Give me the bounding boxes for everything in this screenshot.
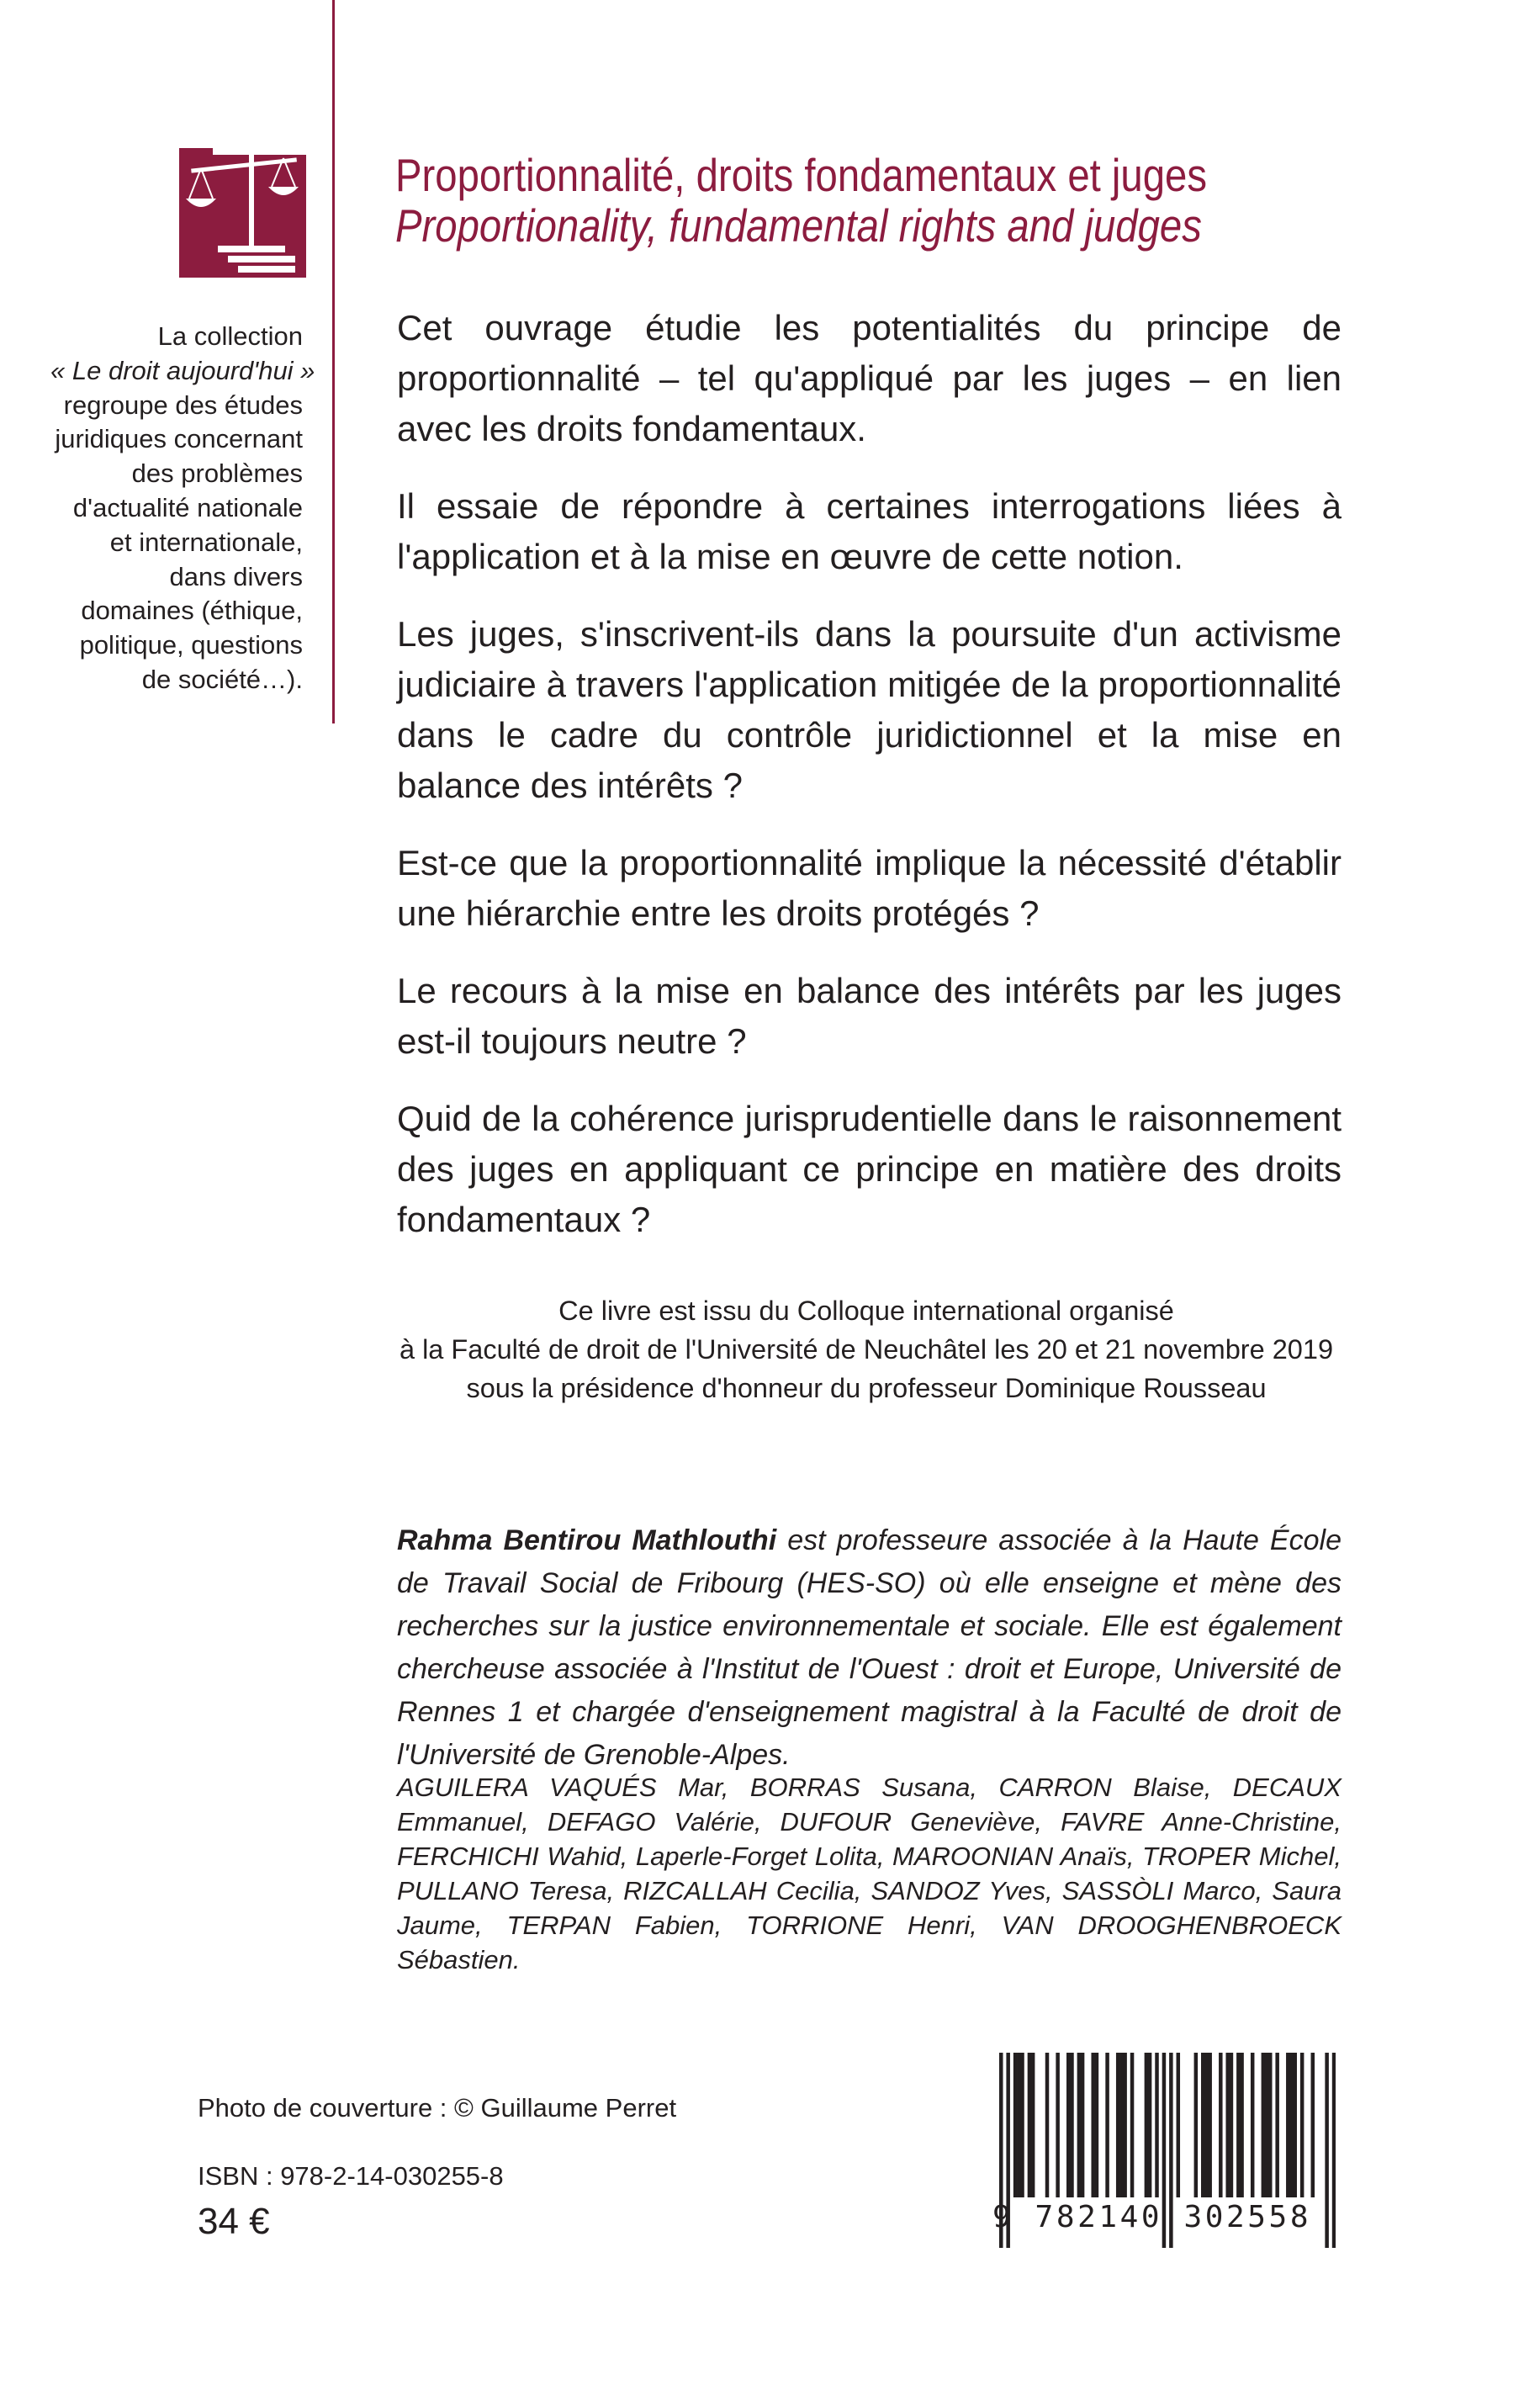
barcode-bar: [1268, 2053, 1273, 2197]
summary-paragraph: Cet ouvrage étudie les potentialités du principe de proportionnalité – tel qu'appliqué par les juges – en lien avec les droits fondamentaux.: [397, 308, 1342, 448]
barcode-bar: [1148, 2053, 1152, 2197]
barcode-bar: [1155, 2053, 1159, 2197]
collection-description: [50, 320, 315, 697]
barcode-bar: [1236, 2053, 1241, 2197]
barcode-bar: [1105, 2053, 1109, 2197]
barcode-bar: [1201, 2053, 1205, 2197]
summary-paragraph: Les juges, s'inscrivent-ils dans la poursuite d'un activisme judiciaire à travers l'application mitigée de la proportionnalité dans le cadre du contrôle juridictionnel et la mise en balance des intérêts ?: [397, 614, 1342, 805]
barcode-bar: [1311, 2053, 1315, 2197]
sidebar-line: de société…).: [141, 664, 303, 694]
barcode-bar: [1123, 2053, 1127, 2197]
barcode-bar: [1056, 2053, 1060, 2197]
author-biography: [397, 1519, 1342, 1777]
barcode-bar: [1119, 2053, 1124, 2197]
barcode-bar: [1177, 2053, 1181, 2197]
barcode-bar: [1293, 2053, 1297, 2197]
summary-paragraph: Il essaie de répondre à certaines interrogations liées à l'application et à la mise en œuvre de cette notion.: [397, 486, 1342, 576]
barcode-bar: [1081, 2053, 1085, 2197]
summary-paragraph: Est-ce que la proportionnalité implique la nécessité d'établir une hiérarchie entre les droits protégés ?: [397, 843, 1342, 933]
sidebar-line: des problèmes: [131, 458, 303, 489]
barcode-bar: [1204, 2053, 1209, 2197]
book-title-english: Proportionality, fundamental rights and judges: [395, 199, 1202, 252]
sidebar-line: regroupe des études: [63, 390, 303, 420]
photo-credit: Photo de couverture : © Guillaume Perret: [198, 2093, 677, 2123]
barcode-bar: [1289, 2053, 1294, 2197]
barcode-bar: [1275, 2053, 1279, 2197]
scales-of-justice-icon: [179, 148, 306, 278]
barcode-bar: [1194, 2053, 1199, 2197]
barcode-bar: [1028, 2053, 1032, 2197]
colloquium-line: à la Faculté de droit de l'Université de Neuchâtel les 20 et 21 novembre 2019: [399, 1334, 1334, 1365]
barcode-bar: [1262, 2053, 1266, 2197]
barcode-bar: [1031, 2053, 1035, 2197]
sidebar-line: d'actualité nationale: [72, 492, 303, 522]
barcode-bar: [1095, 2053, 1099, 2197]
series-name: [50, 354, 315, 389]
sidebar-line: politique, questions: [79, 630, 303, 660]
barcode-bar: [1017, 2053, 1021, 2197]
barcode-bar: [1020, 2053, 1024, 2197]
summary-paragraph: Le recours à la mise en balance des intérêts par les juges est-il toujours neutre ?: [397, 971, 1342, 1061]
barcode-bar: [1145, 2053, 1149, 2197]
colloquium-note: [370, 1291, 1363, 1407]
sidebar-line: juridiques concernant: [55, 424, 303, 454]
barcode-bar: [1286, 2053, 1290, 2197]
series-name-text: « Le droit aujourd'hui »: [50, 355, 315, 385]
colloquium-line: Ce livre est issu du Colloque international organisé: [558, 1296, 1174, 1326]
barcode-bar: [1077, 2053, 1082, 2197]
barcode-bar: [1265, 2053, 1269, 2197]
barcode-bar: [1091, 2053, 1095, 2197]
barcode-bar: [1300, 2053, 1305, 2197]
author-name: Rahma Bentirou Mathlouthi: [397, 1524, 777, 1556]
summary-paragraph: Quid de la cohérence jurisprudentielle dans le raisonnement des juges en appliquant ce principe en matière des droits fondamentaux ?: [397, 1099, 1342, 1239]
barcode-bar: [1225, 2053, 1230, 2197]
book-title-french: Proportionnalité, droits fondamentaux et juges: [395, 149, 1207, 201]
barcode-bar: [1208, 2053, 1212, 2197]
colloquium-line: sous la présidence d'honneur du professeur Dominique Rousseau: [466, 1373, 1267, 1403]
contributors-list: AGUILERA VAQUÉS Mar, BORRAS Susana, CARRON Blaise, DECAUX Emmanuel, DEFAGO Valérie, DUFOUR Geneviève, FAVRE Anne-Christine, FERCHICHI Wahid, Laperle-Forget Lolita, MAROONIAN Anaïs, TROPER Michel, PULLANO Teresa, RIZCALLAH Cecilia, SANDOZ Yves, SASSÒLI Marco, Saura Jaume, TERPAN Fabien, TORRIONE Henri, VAN DROOGHENBROECK Sébastien.: [397, 1773, 1342, 1974]
sidebar-line: dans divers: [169, 561, 303, 591]
book-summary: [397, 303, 1342, 1272]
barcode-bar: [1070, 2053, 1074, 2197]
barcode-bar: [1251, 2053, 1255, 2197]
barcode-digits: 9 782140 302558: [992, 2200, 1312, 2234]
barcode-bar: [1066, 2053, 1071, 2197]
barcode-bar: [1230, 2053, 1234, 2197]
barcode-bar: [1130, 2053, 1135, 2197]
price: 34 €: [198, 2201, 270, 2242]
author-bio-text: est professeure associée à la Haute École de Travail Social de Fribourg (HES-SO) où elle enseigne et mène des recherches sur la justice environnementale et sociale. Elle est également chercheuse associée à l'Institut de l'Ouest : droit et Europe, Université de Rennes 1 et chargée d'enseignement magistral à la Faculté de droit de l'Université de Grenoble-Alpes.: [397, 1524, 1342, 1771]
sidebar-line: et internationale,: [109, 527, 303, 557]
isbn: ISBN : 978-2-14-030255-8: [198, 2161, 504, 2191]
barcode-bar: [1219, 2053, 1223, 2197]
vertical-divider-line: [332, 0, 335, 723]
sidebar-line: domaines (éthique,: [81, 596, 303, 626]
sidebar-line: La collection: [157, 321, 303, 351]
barcode-bar: [1240, 2053, 1244, 2197]
barcode-bar: [1116, 2053, 1120, 2197]
barcode-bar: [1013, 2053, 1018, 2197]
barcode-bar: [1045, 2053, 1050, 2197]
